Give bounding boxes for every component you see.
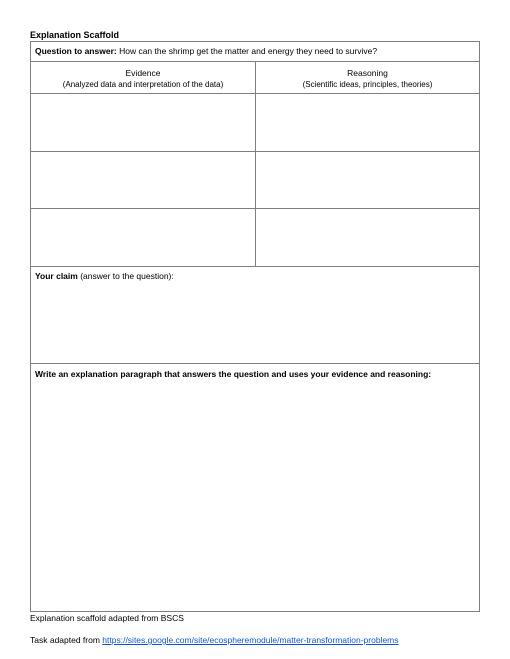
question-text: How can the shrimp get the matter and energy they need to survive? xyxy=(116,46,378,56)
evidence-reasoning-row xyxy=(31,152,479,209)
claim-label: Your claim xyxy=(35,271,78,281)
reasoning-cell[interactable] xyxy=(256,94,479,151)
reasoning-title: Reasoning xyxy=(347,68,388,78)
evidence-cell[interactable] xyxy=(31,152,256,208)
reasoning-cell[interactable] xyxy=(256,152,479,208)
reasoning-cell[interactable] xyxy=(256,209,479,266)
footer-credit: Explanation scaffold adapted from BSCS xyxy=(30,613,184,623)
evidence-reasoning-row xyxy=(31,209,479,267)
footer-task-source xyxy=(30,635,399,645)
evidence-title: Evidence xyxy=(125,68,161,78)
explanation-prompt: Write an explanation paragraph that answers the question and uses your evidence and reasoning: xyxy=(35,369,432,379)
task-source-link[interactable]: https://sites.google.com/site/ecospheremodule/matter-transformation-problems xyxy=(102,635,399,645)
evidence-reasoning-row xyxy=(31,94,479,152)
evidence-header xyxy=(31,62,256,93)
explanation-scaffold-table xyxy=(30,41,480,612)
claim-row[interactable] xyxy=(31,267,479,364)
task-prefix: Task adapted from xyxy=(30,635,103,645)
claim-hint: (answer to the question): xyxy=(77,271,174,281)
evidence-subtitle: (Analyzed data and interpretation of the data) xyxy=(62,80,224,89)
evidence-cell[interactable] xyxy=(31,94,256,151)
document-title: Explanation Scaffold xyxy=(30,30,120,40)
column-header-row xyxy=(31,62,479,94)
reasoning-subtitle: (Scientific ideas, principles, theories) xyxy=(302,80,433,89)
evidence-cell[interactable] xyxy=(31,209,256,266)
explanation-row[interactable] xyxy=(31,364,479,611)
reasoning-header xyxy=(256,62,479,93)
question-label: Question to answer: xyxy=(35,46,117,56)
question-row xyxy=(31,42,479,62)
